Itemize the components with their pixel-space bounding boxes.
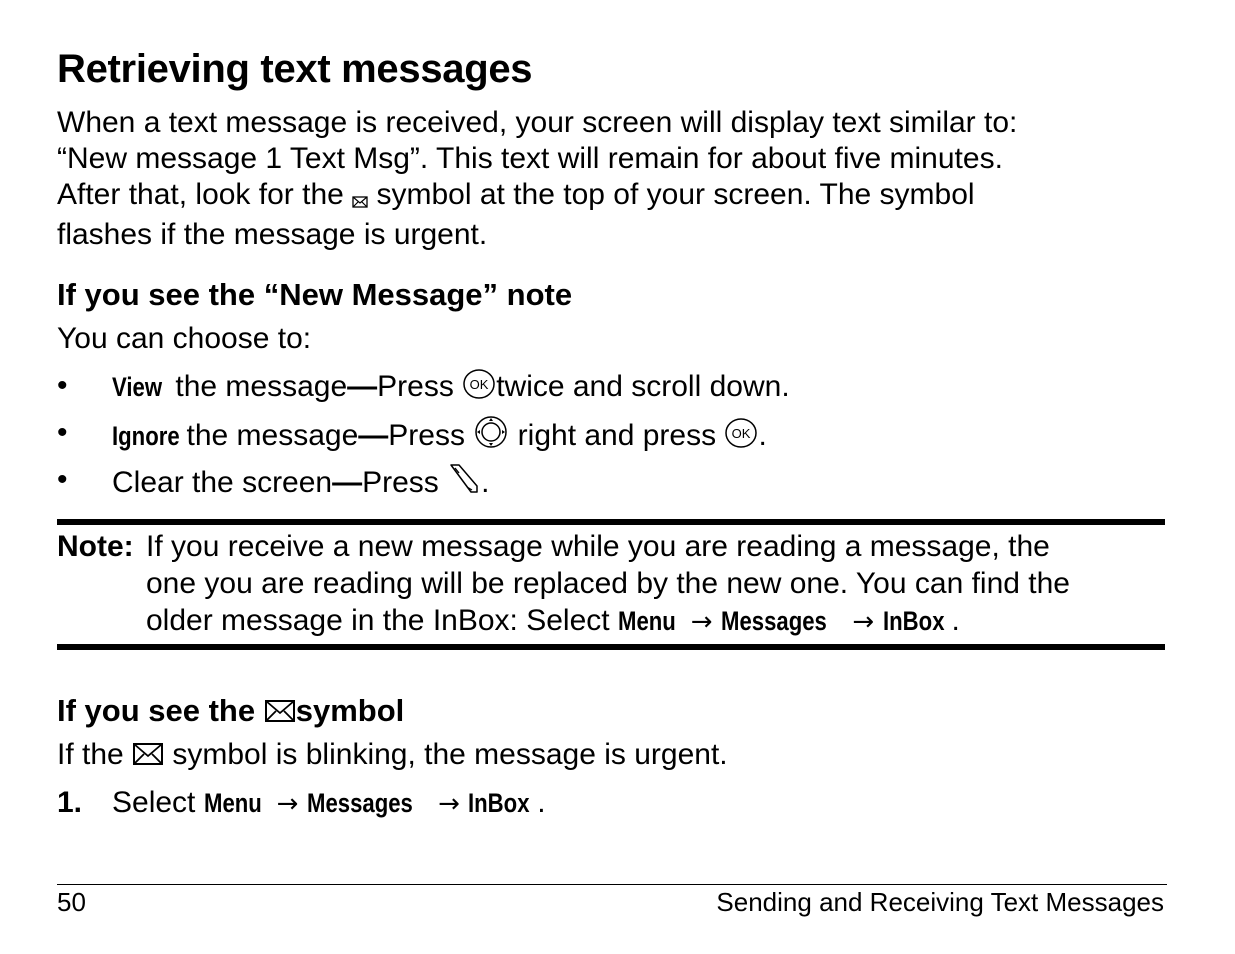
ignore-command: Ignore <box>112 421 180 451</box>
bullet: • <box>57 463 68 496</box>
symbol-heading: If you see the symbol <box>57 693 404 731</box>
messages-command: Messages <box>306 788 413 818</box>
step-1: 1. Select Menu → Messages → InBox . <box>57 786 546 819</box>
list-item-view: • View the message—Press OK twice and scroll down. <box>57 368 1157 415</box>
view-command: View <box>112 372 163 402</box>
note-line-2: one you are reading will be replaced by the new one. You can find the <box>146 567 1070 600</box>
messages-command: Messages <box>720 606 827 636</box>
arrow: → <box>852 607 875 637</box>
intro-line-1: When a text message is received, your screen will display text similar to: <box>57 106 1018 139</box>
note-bottom-rule <box>57 644 1165 650</box>
envelope-small-icon <box>352 181 368 217</box>
page-number: 50 <box>57 887 86 917</box>
page-title: Retrieving text messages <box>57 47 533 91</box>
note-top-rule <box>57 519 1165 525</box>
ok-key-icon <box>462 368 496 409</box>
note-body <box>146 528 1165 641</box>
list-item-ignore: • Ignore the message—Press right and press OK . <box>57 415 1157 462</box>
envelope-icon <box>264 695 296 731</box>
footer-rule <box>57 884 1167 885</box>
arrow: → <box>690 607 713 637</box>
intro-paragraph <box>57 105 1157 253</box>
svg-text:OK: OK <box>469 377 489 392</box>
menu-command: Menu <box>203 788 262 818</box>
urgent-text: If the symbol is blinking, the message is urgent. <box>57 737 728 775</box>
bullet: • <box>57 369 68 402</box>
list-item-clear: • Clear the screen—Press . <box>57 462 1157 509</box>
inbox-command: InBox <box>882 606 945 636</box>
arrow: → <box>276 789 299 819</box>
arrow: → <box>438 789 460 819</box>
new-message-heading: If you see the “New Message” note <box>57 277 573 312</box>
choose-text: You can choose to: <box>57 322 312 355</box>
intro-line-2: “New message 1 Text Msg”. This text will remain for about five minutes. <box>57 142 1003 175</box>
chapter-title: Sending and Receiving Text Messages <box>716 887 1164 917</box>
options-list <box>57 368 1157 509</box>
menu-command: Menu <box>617 606 676 636</box>
note-line-3: older message in the InBox: Select Menu → Messages → InBox . <box>146 602 1165 641</box>
inbox-command: InBox <box>468 788 530 818</box>
svg-text:OK: OK <box>732 426 751 441</box>
note-line-1: If you receive a new message while you are reading a message, the <box>146 530 1050 563</box>
manual-page <box>57 0 1167 954</box>
envelope-icon <box>132 739 164 775</box>
bullet: • <box>57 416 68 449</box>
step-number: 1. <box>57 786 83 819</box>
intro-line-4: flashes if the message is urgent. <box>57 218 488 251</box>
end-key-icon <box>447 462 481 505</box>
ok-key-icon <box>724 417 758 458</box>
nav-key-icon <box>473 415 509 458</box>
note-label: Note: <box>57 530 134 563</box>
intro-line-3: After that, look for the symbol at the top of your screen. The symbol <box>57 177 1157 217</box>
note-box <box>57 528 1165 641</box>
